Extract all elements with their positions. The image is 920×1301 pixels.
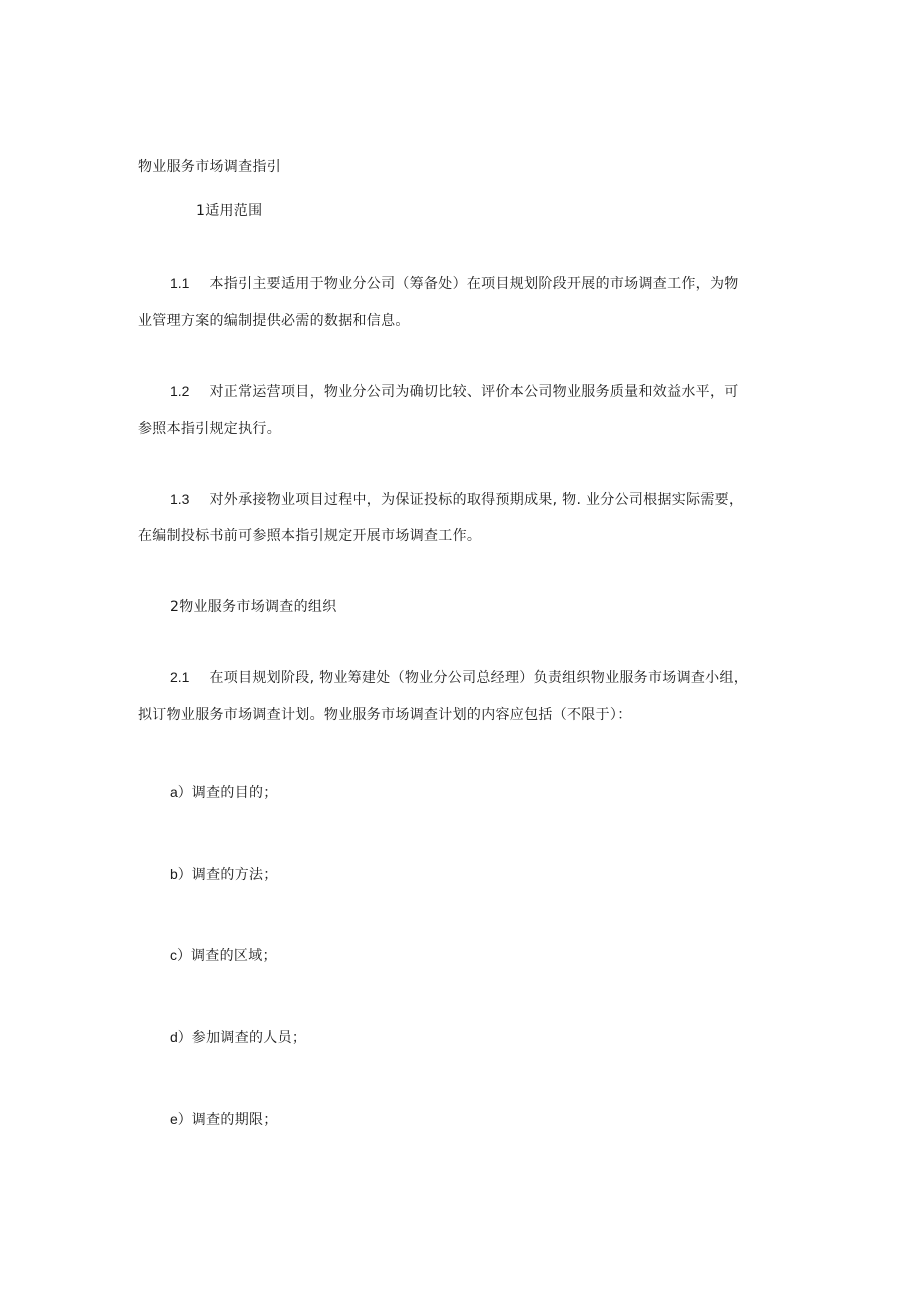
clause-number: 1.2: [170, 383, 190, 399]
list-text: 调查的期限；: [191, 1112, 278, 1128]
list-text: 参加调查的人员；: [191, 1030, 307, 1046]
clause-1-1-line-1: [170, 273, 739, 293]
list-marker: d）: [170, 1029, 192, 1045]
list-item: [170, 945, 277, 965]
list-item: [170, 1109, 278, 1129]
document-title: 物业服务市场调查指引: [138, 159, 281, 175]
clause-number: 1.3: [170, 491, 190, 507]
clause-number: 1.1: [170, 275, 190, 291]
clause-text: 对正常运营项目，物业分公司为确切比较、评价本公司物业服务质量和效益水平，可: [209, 384, 739, 400]
clause-1-3-line-2: 在编制投标书前可参照本指引规定开展市场调查工作。: [138, 528, 482, 544]
list-text: 调查的目的；: [191, 785, 278, 801]
clause-1-1-line-2: 业管理方案的编制提供必需的数据和信息。: [138, 313, 410, 329]
list-item: [170, 864, 278, 884]
clause-1-2-line-1: [170, 381, 739, 401]
clause-2-1-line-2: 拟订物业服务市场调查计划。物业服务市场调查计划的内容应包括（不限于）：: [138, 707, 632, 723]
clause-text: 在项目规划阶段, 物业筹建处（物业分公司总经理）负责组织物业服务市场调查小组，: [209, 670, 749, 686]
clause-text: 对外承接物业项目过程中，为保证投标的取得预期成果, 物. 业分公司根据实际需要，: [209, 492, 744, 508]
list-item: [170, 782, 278, 802]
list-marker: a）: [170, 784, 192, 800]
clause-2-1-line-1: [170, 667, 748, 687]
clause-1-3-line-1: [170, 489, 743, 509]
list-marker: e）: [170, 1111, 192, 1127]
list-item: [170, 1027, 306, 1047]
list-text: 调查的区域；: [191, 948, 277, 964]
section-1-heading: 1适用范围: [196, 203, 263, 219]
list-text: 调查的方法；: [191, 867, 278, 883]
list-marker: c）: [170, 947, 191, 963]
clause-1-2-line-2: 参照本指引规定执行。: [138, 421, 281, 437]
clause-number: 2.1: [170, 669, 190, 685]
section-2-heading: 2物业服务市场调查的组织: [170, 599, 337, 615]
clause-text: 本指引主要适用于物业分公司（筹备处）在项目规划阶段开展的市场调查工作，为物: [209, 276, 739, 292]
list-marker: b）: [170, 866, 192, 882]
